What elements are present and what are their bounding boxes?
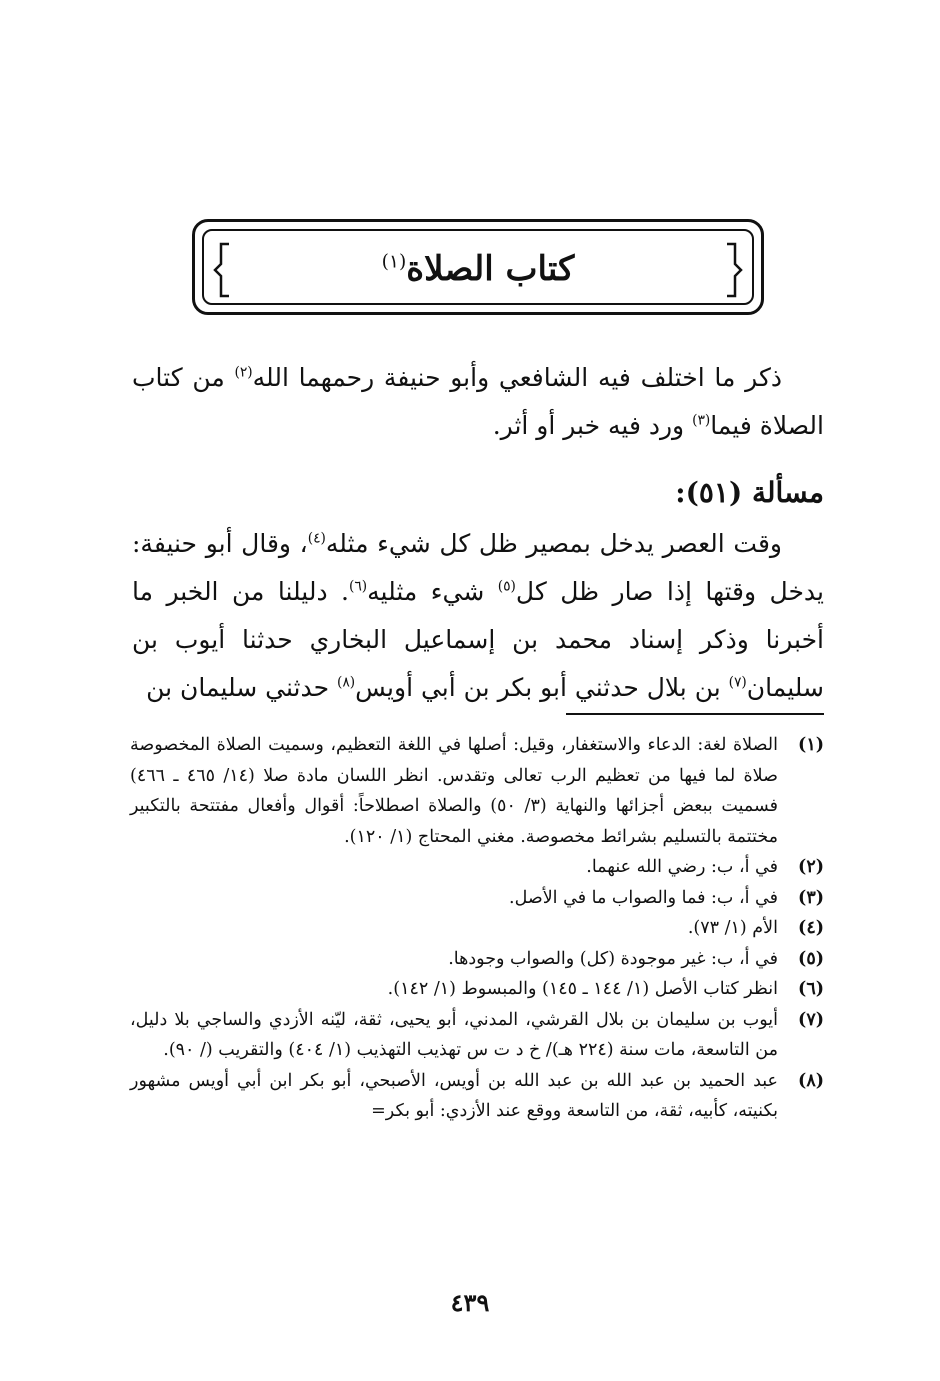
footnote-text: الأم (١/ ٧٣). — [687, 918, 778, 938]
masala-paragraph — [132, 520, 824, 712]
masala-heading: مسألة (٥١): — [675, 476, 824, 509]
footnote-number: (٦) — [798, 979, 824, 999]
footnote-ref-7: (٧) — [728, 674, 747, 691]
masala-text-2: ، وقال أبو حنيفة: يدخل وقتها إذا صار ظل كل — [132, 529, 824, 606]
footnote-divider — [566, 713, 824, 715]
intro-text-2: من كتاب الصلاة فيما — [132, 363, 824, 440]
footnote-text: عبد الحميد بن عبد الله بن عبد الله بن أويس، الأصبحي، أبو بكر ابن أبي أويس مشهور بكنيته، كأبيه، ثقة، من التاسعة ووقع عند الأزدي: أبو بكر= — [130, 1070, 778, 1121]
page-number: ٤٣٩ — [450, 1288, 490, 1317]
footnote-item — [130, 883, 824, 914]
masala-text-3: شيء مثليه — [367, 577, 498, 606]
footnote-item — [130, 913, 824, 944]
footnote-item — [130, 730, 824, 852]
masala-text-6: حدثني سليمان بن — [146, 673, 338, 702]
footnote-ref-4: (٤) — [307, 530, 326, 547]
masala-text-4: . دليلنا من الخبر ما أخبرنا وذكر إسناد محمد بن إسماعيل البخاري حدثنا أيوب بن سليمان — [132, 577, 824, 702]
footnote-number: (٤) — [798, 918, 824, 938]
footnote-number: (٢) — [798, 857, 824, 877]
chapter-title-text: كتاب الصلاة — [406, 249, 575, 289]
footnotes-list — [130, 730, 824, 1127]
footnote-number: (٨) — [798, 1070, 824, 1091]
footnote-item — [130, 1066, 824, 1127]
footnote-number: (٧) — [798, 1009, 824, 1030]
intro-paragraph — [132, 354, 824, 450]
footnote-text: انظر كتاب الأصل (١/ ١٤٤ ـ ١٤٥) والمبسوط (١/ ١٤٢). — [387, 979, 778, 999]
footnote-text: الصلاة لغة: الدعاء والاستغفار، وقيل: أصلها في اللغة التعظيم، وسميت الصلاة المخصوصة صلاة لما فيها من تعظيم الرب تعالى وتقدس. انظر اللسان مادة صلا (١٤/ ٤٦٥ ـ ٤٦٦) فسميت ببعض أجزائها والنهاية (٣/ ٥٠) والصلاة اصطلاحاً: أقوال وأفعال مفتتحة بالتكبير مختتمة بالتسليم بشرائط مخصوصة. مغني المحتاج (١/ ١٢٠). — [130, 735, 778, 847]
footnote-text: في أ، ب: فما والصواب ما في الأصل. — [509, 887, 778, 908]
footnote-ref-8: (٨) — [337, 674, 356, 691]
footnote-number: (٣) — [798, 887, 824, 908]
footnote-ref-5: (٥) — [497, 578, 516, 595]
chapter-title — [195, 244, 761, 294]
footnote-text: في أ، ب: غير موجودة (كل) والصواب وجودها. — [448, 948, 778, 969]
footnote-text: أيوب بن سليمان بن بلال القرشي، المدني، أبو يحيى، ثقة، ليّنه الأزدي والساجي بلا دليل، من التاسعة، مات سنة (٢٢٤ هـ)/ خ د ت س تهذيب التهذيب (١/ ٤٠٤) والتقريب (/ ٩٠). — [130, 1009, 778, 1060]
footnote-item — [130, 944, 824, 975]
footnote-item — [130, 852, 824, 883]
footnote-ref-6: (٦) — [349, 578, 368, 595]
footnote-text: في أ، ب: رضي الله عنهما. — [586, 857, 778, 877]
footnote-number: (٥) — [798, 948, 824, 969]
footnote-item — [130, 1005, 824, 1066]
masala-text-5: بن بلال حدثني أبو بكر بن أبي أويس — [355, 673, 729, 702]
intro-text-3: ورد فيه خبر أو أثر. — [492, 411, 693, 440]
footnote-ref-2: (٢) — [234, 364, 253, 381]
footnote-ref-3: (٣) — [692, 412, 711, 429]
chapter-title-footnote-ref: (١) — [381, 251, 407, 273]
footnote-item — [130, 974, 824, 1005]
footnote-number: (١) — [798, 735, 824, 755]
masala-text-1: وقت العصر يدخل بمصير ظل كل شيء مثله — [325, 529, 782, 558]
intro-text-1: ذكر ما اختلف فيه الشافعي وأبو حنيفة رحمهما الله — [252, 363, 782, 392]
chapter-title-frame — [192, 219, 764, 315]
